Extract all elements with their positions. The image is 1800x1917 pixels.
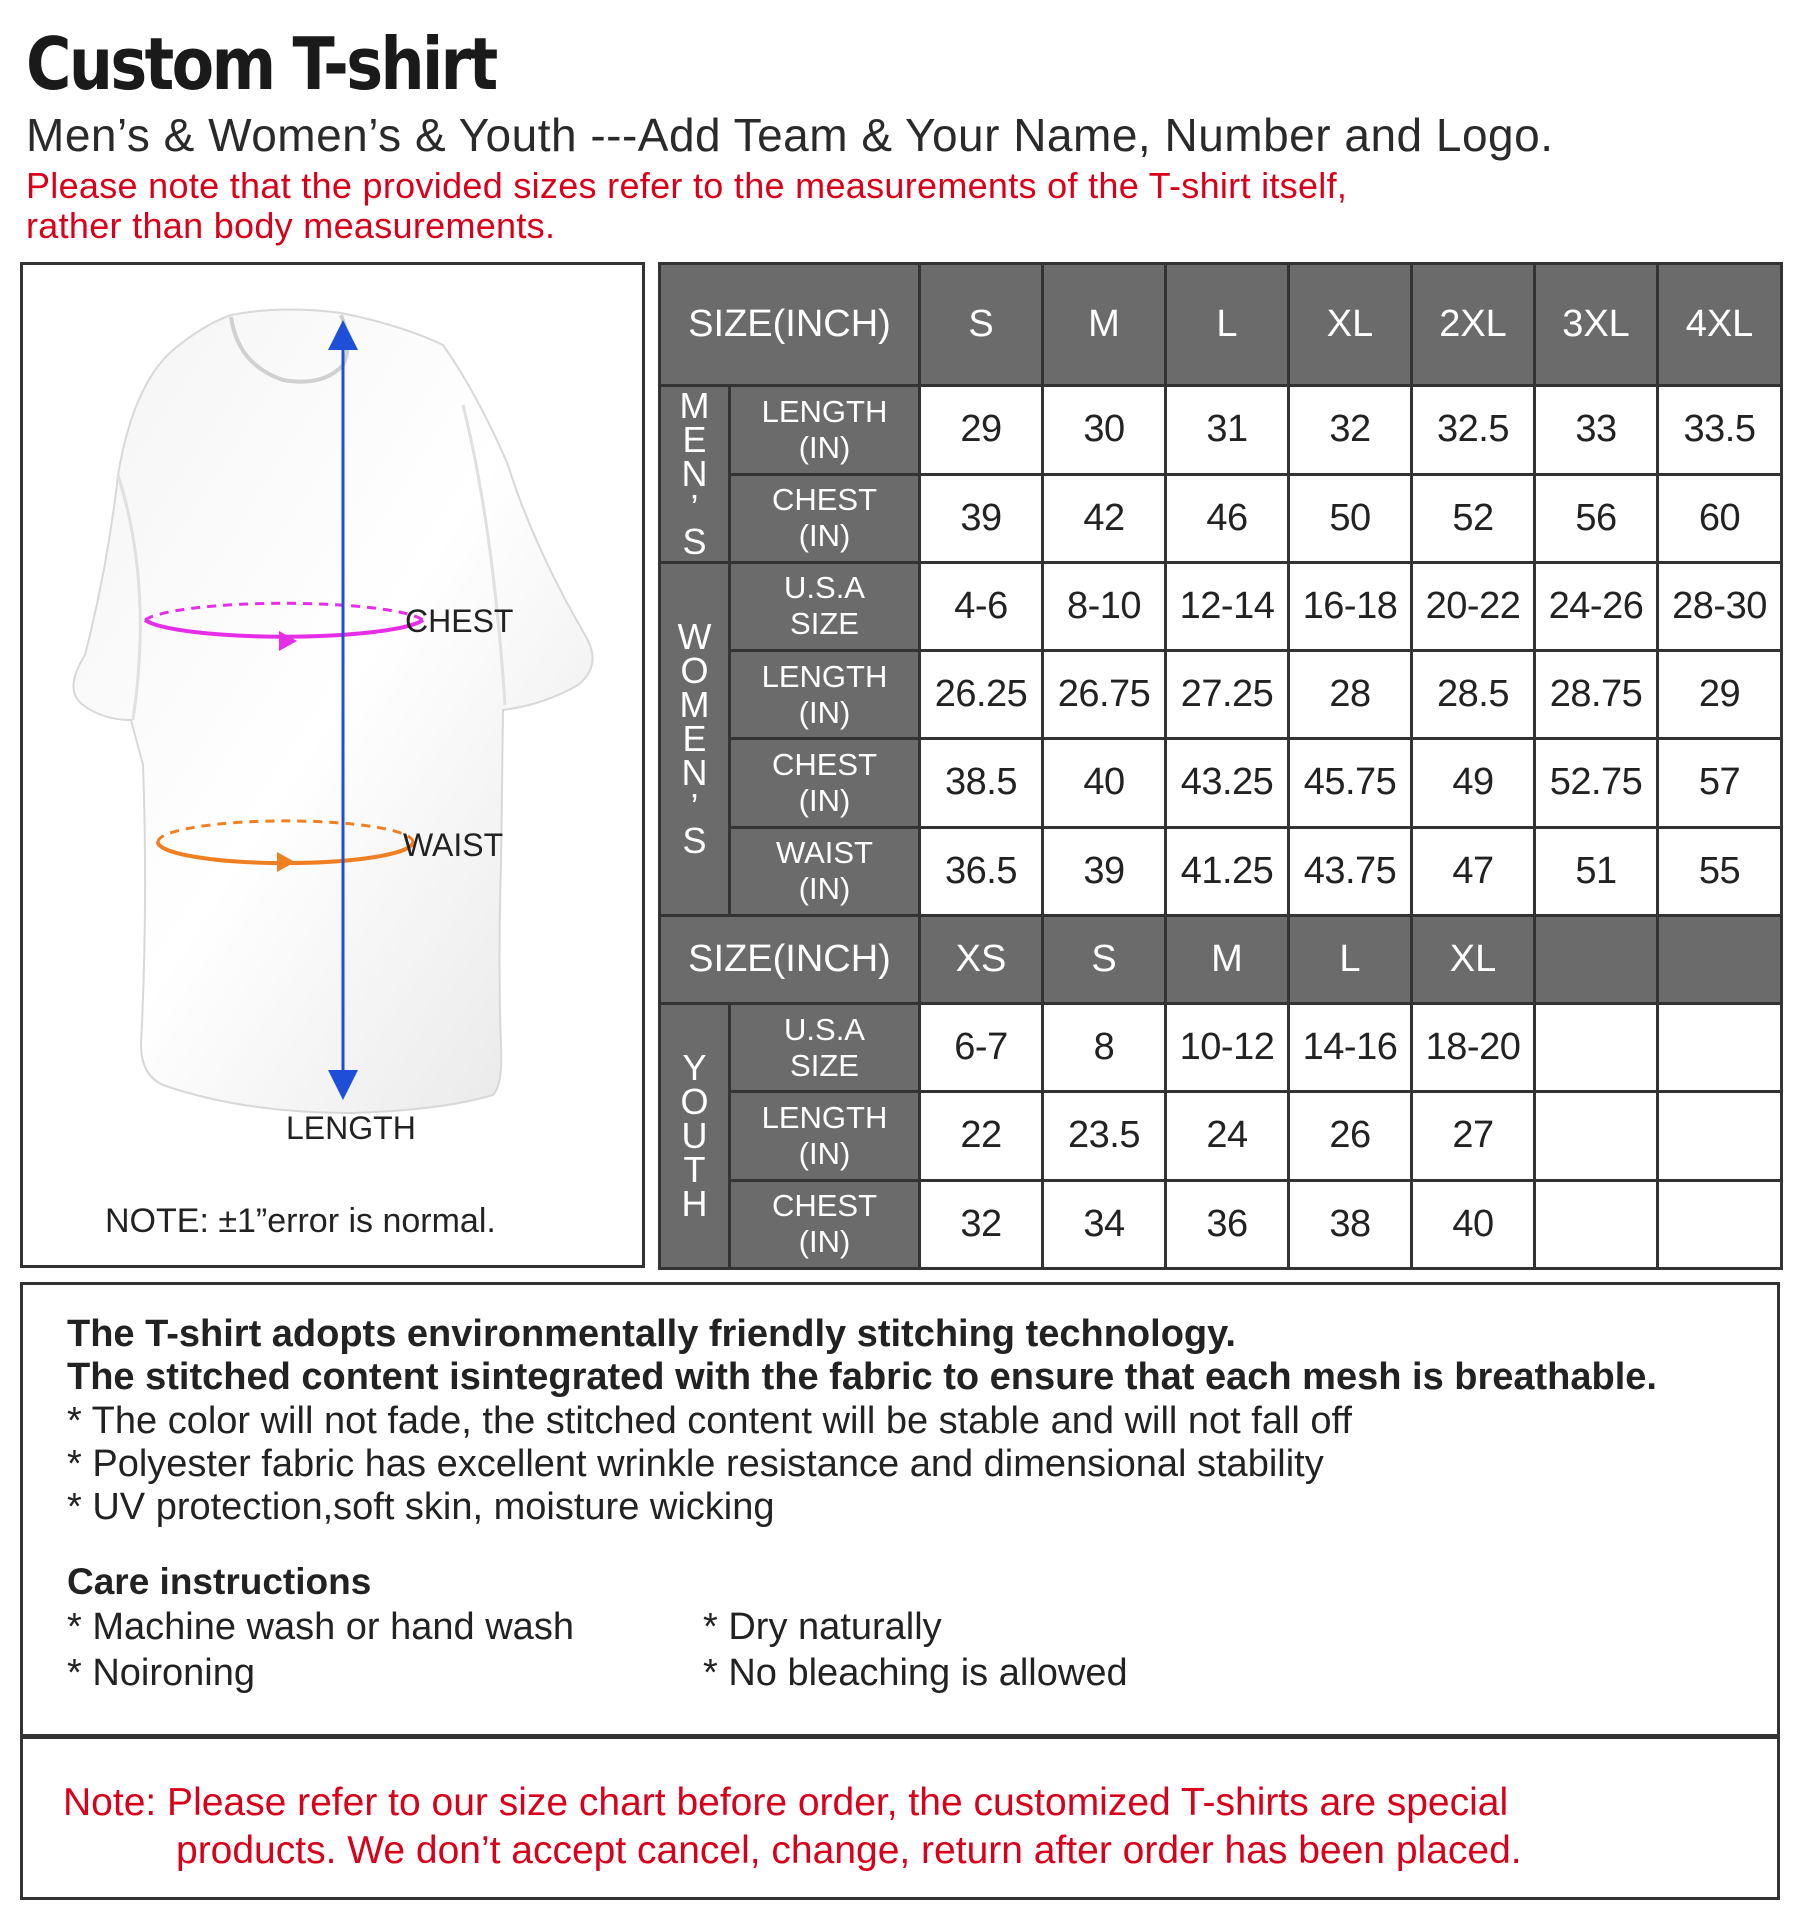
size-header-cell: L <box>1289 915 1412 1003</box>
product-info-panel <box>20 1282 1780 1737</box>
mens-group-letter: ’ <box>690 487 699 529</box>
size-value-cell: 29 <box>1658 651 1782 739</box>
length-label: LENGTH <box>286 1110 416 1146</box>
size-value-cell: 14-16 <box>1289 1004 1412 1092</box>
care-item-4: * No bleaching is allowed <box>703 1652 1128 1694</box>
size-value-cell <box>1535 1092 1658 1180</box>
size-value-cell: 52 <box>1412 474 1535 562</box>
womens-group-letter: N <box>681 751 708 793</box>
size-value-cell: 8 <box>1043 1004 1166 1092</box>
care-item-2: * Dry naturally <box>703 1606 942 1648</box>
care-item-3: * Noironing <box>67 1652 255 1694</box>
size-header-cell: 4XL <box>1658 264 1782 386</box>
size-value-cell <box>1535 1180 1658 1268</box>
size-value-cell: 33 <box>1535 386 1658 474</box>
womens-group-letter: M <box>679 683 710 725</box>
row-label <box>730 1004 920 1092</box>
row-label <box>730 1092 920 1180</box>
tshirt-shape <box>73 309 592 1113</box>
size-header-cell: M <box>1166 915 1289 1003</box>
row-label <box>730 474 920 562</box>
size-value-cell: 34 <box>1043 1180 1166 1268</box>
size-value-cell: 46 <box>1166 474 1289 562</box>
womens-row <box>660 827 1782 915</box>
waist-label: WAIST <box>403 827 504 863</box>
row-label <box>730 827 920 915</box>
row-label <box>730 651 920 739</box>
mens-group-letter: E <box>682 419 707 461</box>
womens-group-letter: S <box>682 819 707 861</box>
size-header-cell: S <box>1043 915 1166 1003</box>
care-item-1: * Machine wash or hand wash <box>67 1606 574 1648</box>
size-value-cell: 45.75 <box>1289 739 1412 827</box>
size-value-cell: 60 <box>1658 474 1782 562</box>
row-label-line1: LENGTH <box>761 393 888 429</box>
size-value-cell: 43.75 <box>1289 827 1412 915</box>
size-value-cell: 28-30 <box>1658 562 1782 650</box>
size-value-cell: 28.5 <box>1412 651 1535 739</box>
youth-row <box>660 1092 1782 1180</box>
row-label-line1: U.S.A <box>784 570 865 606</box>
size-value-cell: 27.25 <box>1166 651 1289 739</box>
measurement-note-line2: rather than body measurements. <box>26 205 556 246</box>
row-label-line1: U.S.A <box>784 1011 865 1047</box>
size-value-cell: 33.5 <box>1658 386 1782 474</box>
feature-bullet-2: * Polyester fabric has excellent wrinkle resistance and dimensional stability <box>67 1443 1324 1485</box>
size-value-cell: 28.75 <box>1535 651 1658 739</box>
size-value-cell: 40 <box>1412 1180 1535 1268</box>
mens-row <box>660 386 1782 474</box>
size-value-cell: 12-14 <box>1166 562 1289 650</box>
row-label-line1: CHEST <box>771 1188 878 1224</box>
size-value-cell: 30 <box>1043 386 1166 474</box>
row-label-line2: (IN) <box>798 871 851 907</box>
size-value-cell: 39 <box>920 474 1043 562</box>
size-value-cell: 49 <box>1412 739 1535 827</box>
size-value-cell: 36 <box>1166 1180 1289 1268</box>
size-value-cell: 50 <box>1289 474 1412 562</box>
womens-group-letter: ’ <box>690 785 699 827</box>
size-value-cell: 6-7 <box>920 1004 1043 1092</box>
size-header-cell: XS <box>920 915 1043 1003</box>
row-label-line1: CHEST <box>771 482 878 518</box>
measurement-note <box>26 166 1347 246</box>
size-value-cell <box>1658 1004 1782 1092</box>
size-header-cell: M <box>1043 264 1166 386</box>
row-label-line2: (IN) <box>798 1224 851 1260</box>
row-label-line1: LENGTH <box>761 658 888 694</box>
adult-size-header-row <box>660 264 1782 386</box>
size-value-cell: 10-12 <box>1166 1004 1289 1092</box>
size-inch-header: SIZE(INCH) <box>660 915 920 1003</box>
size-value-cell: 28 <box>1289 651 1412 739</box>
youth-group-letter: O <box>680 1081 709 1123</box>
row-label-line2: (IN) <box>798 694 851 730</box>
row-label-line1: WAIST <box>775 835 873 871</box>
size-value-cell: 52.75 <box>1535 739 1658 827</box>
size-value-cell: 26.25 <box>920 651 1043 739</box>
youth-group-letter: U <box>681 1115 708 1157</box>
youth-group-letter: H <box>681 1183 708 1225</box>
size-header-cell <box>1535 915 1658 1003</box>
row-label-line2: (IN) <box>798 1135 851 1171</box>
row-label-line1: CHEST <box>771 746 878 782</box>
youth-group-letter: T <box>683 1149 706 1191</box>
row-label <box>730 1180 920 1268</box>
size-value-cell: 32 <box>1289 386 1412 474</box>
youth-group-label <box>660 1004 730 1269</box>
size-value-cell: 38 <box>1289 1180 1412 1268</box>
size-value-cell: 26.75 <box>1043 651 1166 739</box>
error-note: NOTE: ±1”error is normal. <box>105 1202 496 1240</box>
size-value-cell: 24 <box>1166 1092 1289 1180</box>
row-label-line1: LENGTH <box>761 1099 888 1135</box>
measurement-note-line1: Please note that the provided sizes refer to the measurements of the T-shirt itself, <box>26 165 1348 206</box>
row-label-line2: SIZE <box>790 606 859 642</box>
care-title: Care instructions <box>67 1561 372 1602</box>
order-note-line1: Note: Please refer to our size chart before order, the customized T-shirts are special <box>63 1781 1509 1824</box>
mens-group-label <box>660 386 730 563</box>
size-value-cell: 42 <box>1043 474 1166 562</box>
size-value-cell: 39 <box>1043 827 1166 915</box>
size-value-cell: 47 <box>1412 827 1535 915</box>
size-header-cell: L <box>1166 264 1289 386</box>
size-value-cell: 20-22 <box>1412 562 1535 650</box>
size-value-cell: 22 <box>920 1092 1043 1180</box>
tshirt-diagram-panel <box>20 262 645 1268</box>
row-label <box>730 739 920 827</box>
size-header-cell <box>1658 915 1782 1003</box>
size-value-cell: 43.25 <box>1166 739 1289 827</box>
page-title: Custom T-shirt <box>26 22 496 106</box>
size-value-cell: 26 <box>1289 1092 1412 1180</box>
size-value-cell: 23.5 <box>1043 1092 1166 1180</box>
size-header-cell: XL <box>1412 915 1535 1003</box>
row-label-line2: (IN) <box>798 518 851 554</box>
info-headline-2: The stitched content isintegrated with the fabric to ensure that each mesh is breathable. <box>67 1356 1657 1398</box>
mens-row <box>660 474 1782 562</box>
womens-row <box>660 562 1782 650</box>
feature-bullet-3: * UV protection,soft skin, moisture wicking <box>67 1486 775 1528</box>
mens-group-letter: S <box>682 521 707 563</box>
row-label <box>730 386 920 474</box>
info-headline-1: The T-shirt adopts environmentally friendly stitching technology. <box>67 1313 1236 1355</box>
size-value-cell: 57 <box>1658 739 1782 827</box>
row-label-line2: (IN) <box>798 429 851 465</box>
size-value-cell: 16-18 <box>1289 562 1412 650</box>
size-header-cell: 3XL <box>1535 264 1658 386</box>
size-value-cell: 32 <box>920 1180 1043 1268</box>
size-value-cell: 32.5 <box>1412 386 1535 474</box>
size-chart-table <box>658 262 1783 1270</box>
size-value-cell: 24-26 <box>1535 562 1658 650</box>
row-label-line2: SIZE <box>790 1047 859 1083</box>
size-value-cell: 31 <box>1166 386 1289 474</box>
mens-group-letter: M <box>679 385 710 427</box>
womens-group-letter: O <box>680 649 709 691</box>
order-note <box>63 1779 1522 1875</box>
womens-group-letter: E <box>682 717 707 759</box>
mens-group-letter: N <box>681 453 708 495</box>
order-note-panel <box>20 1736 1780 1900</box>
row-label-line2: (IN) <box>798 782 851 818</box>
size-header-cell: S <box>920 264 1043 386</box>
size-value-cell: 41.25 <box>1166 827 1289 915</box>
youth-row <box>660 1180 1782 1268</box>
page-subtitle: Men’s & Women’s & Youth ---Add Team & Your Name, Number and Logo. <box>26 109 1554 161</box>
size-value-cell: 38.5 <box>920 739 1043 827</box>
womens-row <box>660 651 1782 739</box>
size-value-cell: 18-20 <box>1412 1004 1535 1092</box>
size-value-cell: 27 <box>1412 1092 1535 1180</box>
youth-size-header-row <box>660 915 1782 1003</box>
feature-bullet-1: * The color will not fade, the stitched content will be stable and will not fall off <box>67 1400 1352 1442</box>
size-header-cell: 2XL <box>1412 264 1535 386</box>
size-value-cell <box>1658 1180 1782 1268</box>
size-value-cell: 40 <box>1043 739 1166 827</box>
womens-row <box>660 739 1782 827</box>
size-value-cell: 8-10 <box>1043 562 1166 650</box>
size-value-cell: 36.5 <box>920 827 1043 915</box>
size-header-cell: XL <box>1289 264 1412 386</box>
size-value-cell: 4-6 <box>920 562 1043 650</box>
womens-group-label <box>660 562 730 915</box>
chest-label: CHEST <box>405 603 514 639</box>
size-value-cell: 29 <box>920 386 1043 474</box>
size-value-cell: 51 <box>1535 827 1658 915</box>
size-value-cell: 55 <box>1658 827 1782 915</box>
youth-group-letter: Y <box>682 1047 707 1089</box>
row-label <box>730 562 920 650</box>
size-inch-header: SIZE(INCH) <box>660 264 920 386</box>
size-value-cell <box>1658 1092 1782 1180</box>
size-value-cell <box>1535 1004 1658 1092</box>
womens-group-letter: W <box>677 615 712 657</box>
youth-row <box>660 1004 1782 1092</box>
size-value-cell: 56 <box>1535 474 1658 562</box>
order-note-line2: products. We don’t accept cancel, change, return after order has been placed. <box>176 1829 1522 1872</box>
